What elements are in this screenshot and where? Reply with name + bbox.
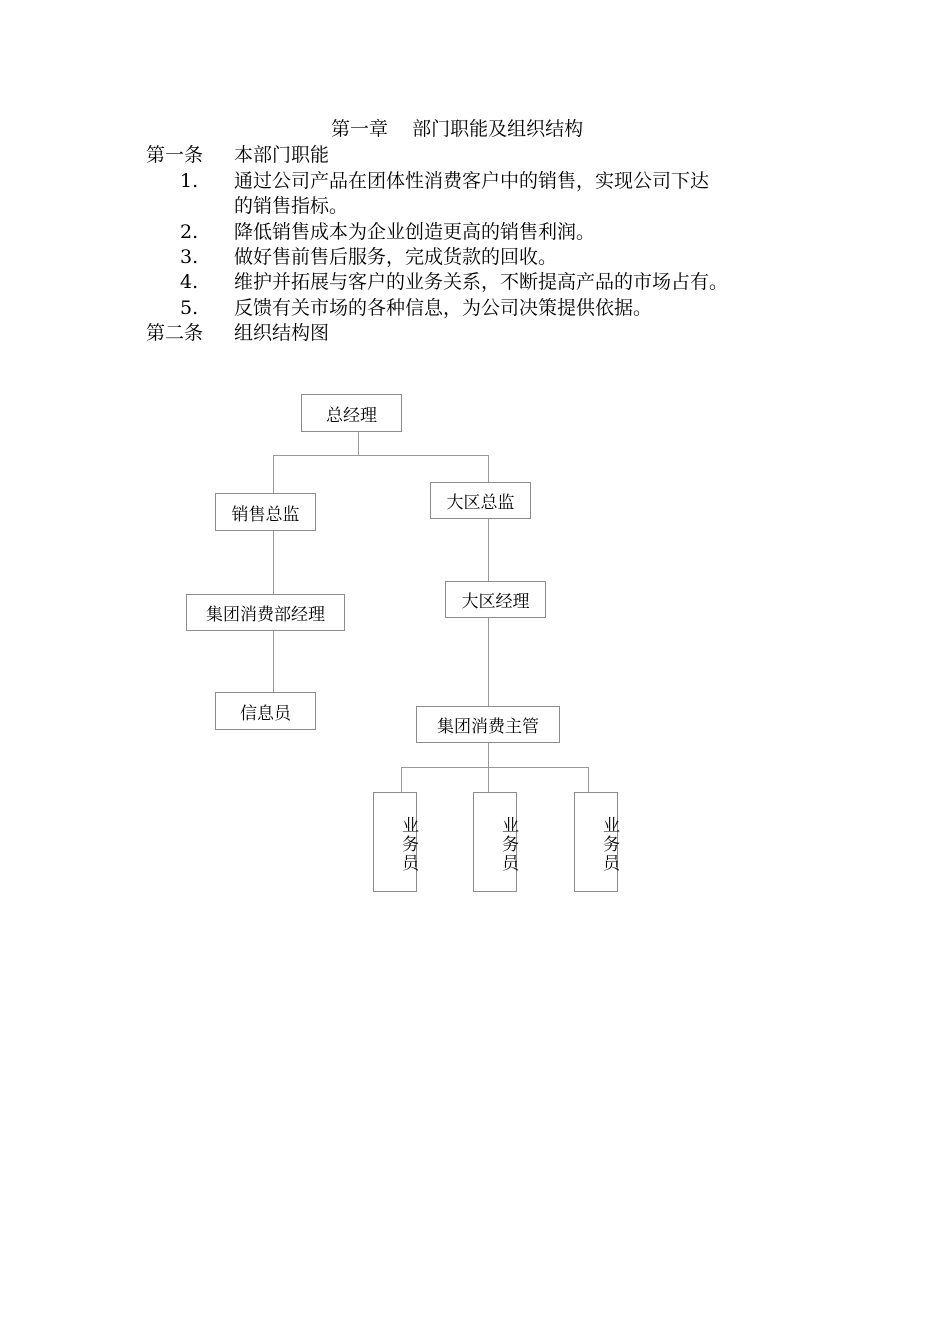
article2-label: 第二条 bbox=[146, 322, 204, 344]
connector-region-director-to-manager bbox=[488, 518, 489, 581]
item2-text: 降低销售成本为企业创造更高的销售利润。 bbox=[234, 221, 596, 243]
item5-number: 5. bbox=[180, 297, 199, 319]
box-group-consumer-manager: 集团消费部经理 bbox=[186, 594, 345, 631]
connector-sales-to-group-manager bbox=[273, 530, 274, 594]
connector-region-manager-to-supervisor bbox=[488, 617, 489, 706]
item1-text-line2: 的销售指标。 bbox=[234, 195, 349, 217]
chapter-title: 第一章 部门职能及组织结构 bbox=[331, 118, 584, 140]
item4-number: 4. bbox=[180, 271, 199, 293]
connector-gm-branch bbox=[273, 455, 488, 456]
item3-text: 做好售前售后服务，完成货款的回收。 bbox=[234, 246, 558, 268]
item4-text: 维护并拓展与客户的业务关系，不断提高产品的市场占有。 bbox=[234, 271, 729, 293]
connector-salesperson-branch bbox=[401, 767, 589, 768]
article1-label: 第一条 bbox=[146, 144, 204, 166]
box-region-manager: 大区经理 bbox=[445, 581, 546, 618]
connector-to-region-director bbox=[488, 455, 489, 482]
connector-to-salesperson-3 bbox=[588, 767, 589, 792]
item3-number: 3. bbox=[180, 246, 199, 268]
connector-gm-down bbox=[358, 431, 359, 455]
connector-to-sales-director bbox=[273, 455, 274, 493]
item2-number: 2. bbox=[180, 221, 199, 243]
item5-text: 反馈有关市场的各种信息，为公司决策提供依据。 bbox=[234, 297, 653, 319]
box-info-clerk: 信息员 bbox=[215, 692, 316, 730]
article1-title: 本部门职能 bbox=[234, 144, 330, 166]
connector-to-salesperson-2 bbox=[488, 767, 489, 792]
item1-text-line1: 通过公司产品在团体性消费客户中的销售，实现公司下达 bbox=[234, 170, 710, 192]
item1-number: 1. bbox=[180, 170, 199, 192]
box-general-manager: 总经理 bbox=[301, 394, 402, 432]
box-salesperson-1: 业务员 bbox=[373, 792, 417, 892]
box-sales-director: 销售总监 bbox=[215, 493, 316, 531]
box-region-director: 大区总监 bbox=[430, 482, 531, 519]
article2-title: 组织结构图 bbox=[234, 322, 330, 344]
box-salesperson-3: 业务员 bbox=[574, 792, 618, 892]
connector-to-salesperson-1 bbox=[401, 767, 402, 792]
box-salesperson-2: 业务员 bbox=[473, 792, 517, 892]
connector-supervisor-down bbox=[488, 742, 489, 767]
connector-group-manager-to-info bbox=[273, 630, 274, 692]
box-group-consumer-supervisor: 集团消费主管 bbox=[416, 706, 560, 743]
